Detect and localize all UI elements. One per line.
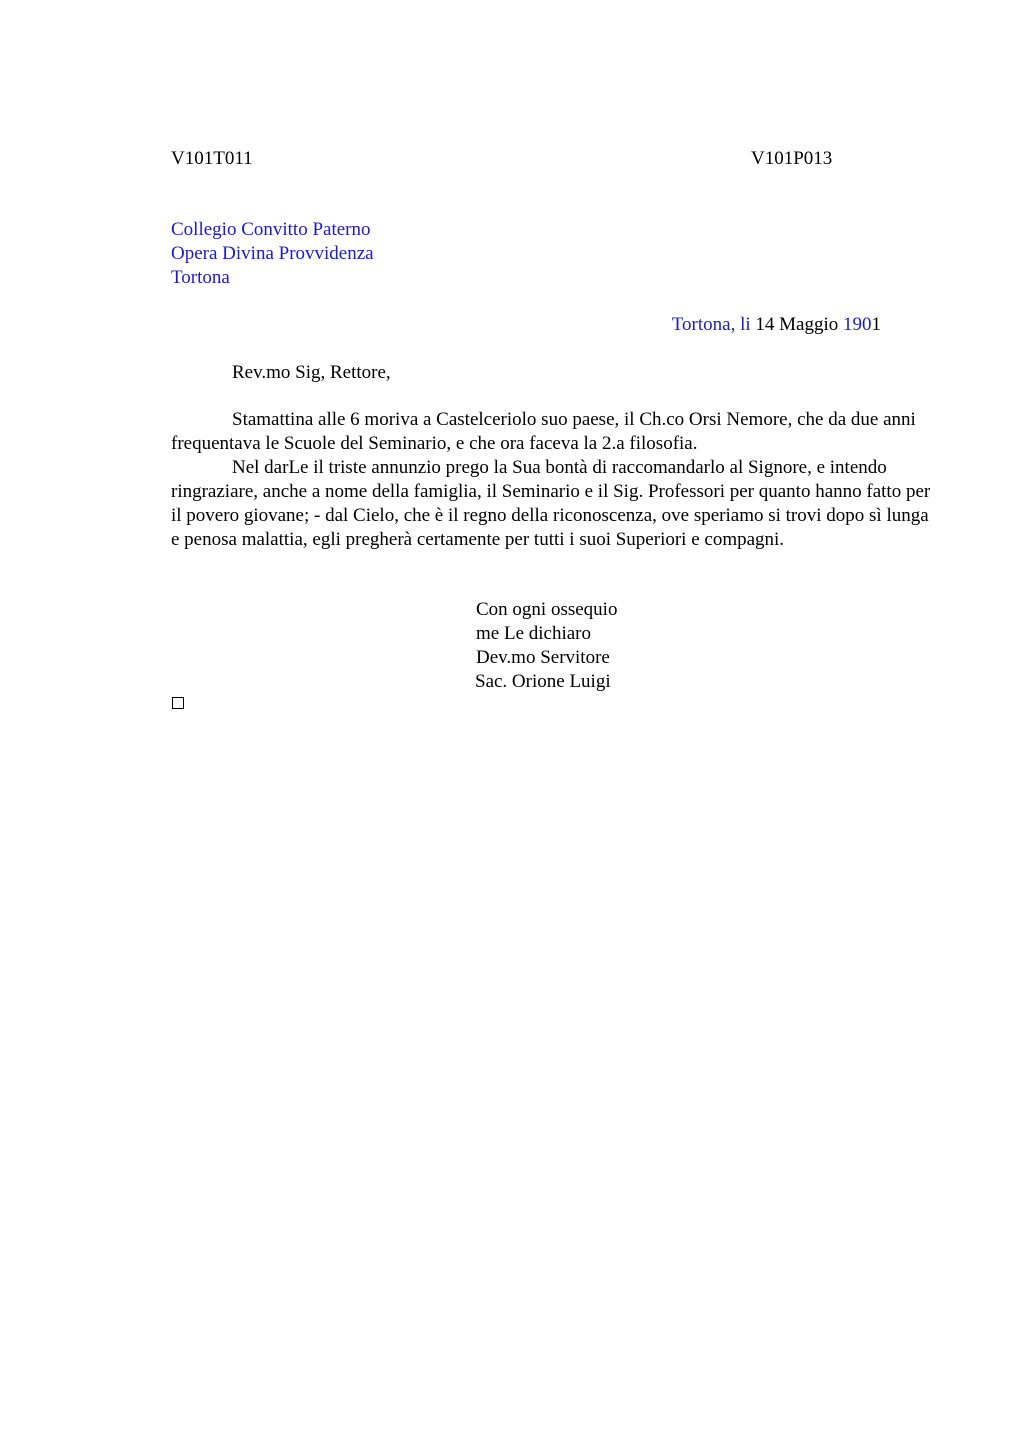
closing-line: Dev.mo Servitore: [476, 647, 610, 668]
date-year-prefix: 190: [843, 314, 872, 335]
letterhead-city: Tortona: [171, 267, 230, 288]
document-code-left: V101T011: [171, 148, 253, 169]
salutation: Rev.mo Sig, Rettore,: [232, 362, 391, 383]
letterhead-institution: Collegio Convitto Paterno: [171, 219, 371, 240]
closing-line: Con ogni ossequio: [476, 599, 618, 620]
date-year-suffix: 1: [871, 314, 881, 335]
body-paragraph: Stamattina alle 6 moriva a Castelceriolo suo paese, il Ch.co Orsi Nemore, che da due anni frequentava le Scuole del Seminario, e che ora faceva la 2.a filosofia.: [171, 409, 916, 454]
closing-line: me Le dichiaro: [476, 623, 592, 644]
letter-closing: [476, 598, 617, 694]
letter-date: [672, 313, 881, 337]
date-day-month: 14 Maggio: [750, 314, 843, 335]
date-place: Tortona, li: [671, 314, 751, 335]
document-code-right: V101P013: [751, 148, 833, 169]
letterhead-organization: Opera Divina Provvidenza: [171, 243, 374, 264]
body-paragraph: Nel darLe il triste annunzio prego la Sua bontà di raccomandarlo al Signore, e intendo ringraziare, anche a nome della famiglia, il Seminario e il Sig. Professori per quanto hanno fatto per il povero giovane; - dal Cielo, che è il regno della riconoscenza, ove speriamo si trovi dopo sì lunga e penosa malattia, egli pregherà certamente per tutti i suoi Superiori e compagni.: [171, 457, 931, 550]
signature: Sac. Orione Luigi: [475, 671, 611, 692]
letter-body: [171, 408, 931, 552]
letterhead: [171, 218, 374, 290]
empty-box-icon: [172, 697, 184, 709]
